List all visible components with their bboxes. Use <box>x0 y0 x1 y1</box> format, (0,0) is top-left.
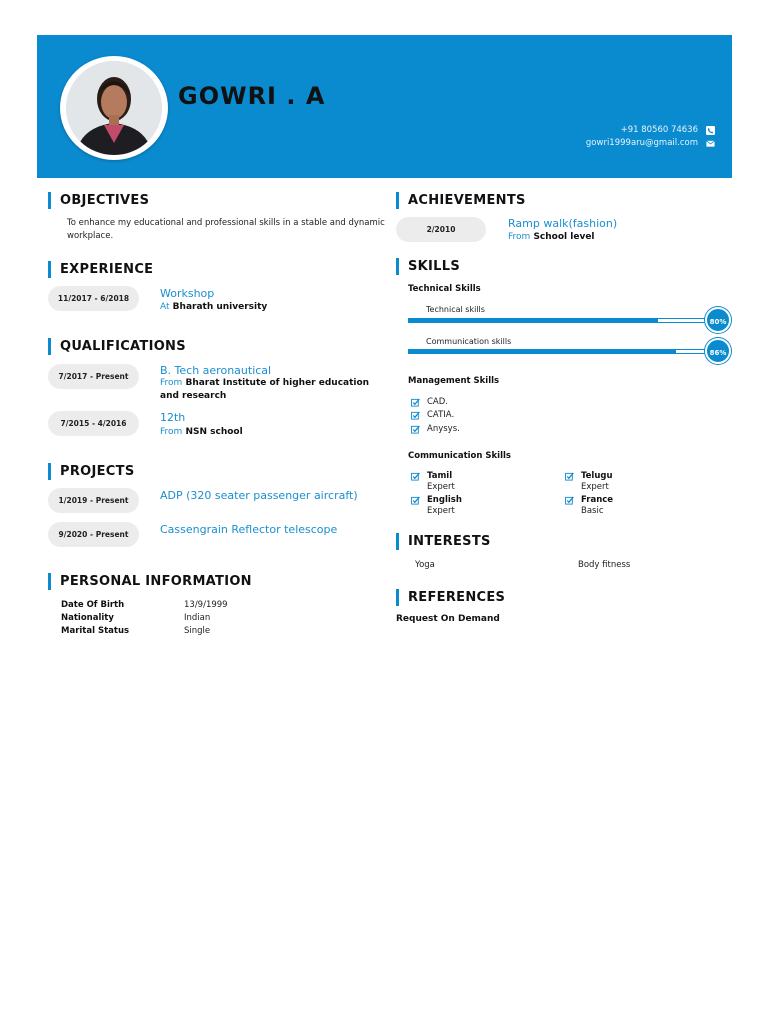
language-name: Telugu <box>581 471 613 481</box>
checkbox-icon <box>411 425 420 434</box>
qualification-dates-pill: 7/2017 - Present <box>48 364 139 389</box>
qualification-degree: B. Tech aeronautical <box>160 364 272 377</box>
checkbox-icon <box>411 411 420 420</box>
experience-heading: EXPERIENCE <box>48 261 153 278</box>
checkbox-icon <box>411 472 420 481</box>
management-skill: CATIA. <box>427 410 455 420</box>
projects-heading: PROJECTS <box>48 463 134 480</box>
phone-icon <box>706 126 715 135</box>
management-skill: Anysys. <box>427 424 460 434</box>
qualifications-heading: QUALIFICATIONS <box>48 338 186 355</box>
phone-number: +91 80560 74636 <box>620 125 698 135</box>
personal-label-dob: Date Of Birth <box>61 600 125 610</box>
experience-place-line <box>160 301 267 314</box>
checkbox-icon <box>411 398 420 407</box>
qualification-dates-pill: 7/2015 - 4/2016 <box>48 411 139 436</box>
technical-skills-heading: Technical Skills <box>408 284 481 294</box>
qualification-place-line <box>160 377 369 390</box>
skill-bar-label: Communication skills <box>426 337 512 346</box>
experience-role: Workshop <box>160 287 215 300</box>
personal-value-nationality: Indian <box>184 613 211 623</box>
personal-value-dob: 13/9/1999 <box>184 600 228 610</box>
candidate-name: GOWRI . A <box>178 82 326 110</box>
interest-item: Yoga <box>415 560 435 570</box>
language-level: Basic <box>581 506 604 516</box>
achievement-dates-pill: 2/2010 <box>396 217 486 242</box>
language-level: Expert <box>581 482 609 492</box>
objectives-text-line2: workplace. <box>67 231 114 241</box>
skill-percent-badge: 86% <box>705 338 731 364</box>
skill-bar-track <box>408 318 720 323</box>
skill-bar-label: Technical skills <box>426 305 485 314</box>
qualification-place-line <box>160 426 243 439</box>
email-contact <box>586 138 715 148</box>
language-level: Expert <box>427 482 455 492</box>
experience-dates-pill: 11/2017 - 6/2018 <box>48 286 139 311</box>
language-level: Expert <box>427 506 455 516</box>
achievement-place-line <box>508 231 595 244</box>
references-heading: REFERENCES <box>396 589 505 606</box>
qualification-from-label: From <box>160 378 183 388</box>
interests-heading: INTERESTS <box>396 533 491 550</box>
personal-label-marital: Marital Status <box>61 626 130 636</box>
checkbox-icon <box>565 472 574 481</box>
communication-skills-heading: Communication Skills <box>408 451 511 461</box>
envelope-icon <box>706 139 715 148</box>
checkbox-icon <box>565 496 574 505</box>
management-skills-heading: Management Skills <box>408 376 500 386</box>
project-name: Cassengrain Reflector telescope <box>160 523 338 536</box>
skill-percent-badge: 80% <box>705 307 731 333</box>
qualification-place: Bharat Institute of higher education <box>185 378 370 388</box>
personal-value-marital: Single <box>184 626 211 636</box>
phone-contact <box>621 125 715 135</box>
achievements-heading: ACHIEVEMENTS <box>396 192 526 209</box>
references-text: Request On Demand <box>396 614 500 624</box>
skill-bar-remainder <box>658 319 712 322</box>
language-name: Tamil <box>427 471 453 481</box>
checkbox-icon <box>411 496 420 505</box>
skills-heading: SKILLS <box>396 258 460 275</box>
language-name: France <box>581 495 614 505</box>
qualification-place: NSN school <box>185 427 243 437</box>
qualification-degree: 12th <box>160 411 186 424</box>
experience-at-label: At <box>160 302 170 312</box>
language-name: English <box>427 495 462 505</box>
objectives-text-line1: To enhance my educational and professional skills in a stable and dynamic <box>67 218 385 228</box>
project-dates-pill: 1/2019 - Present <box>48 488 139 513</box>
profile-photo-frame <box>60 56 168 160</box>
qualification-place-line2: and research <box>160 391 227 401</box>
management-skill: CAD. <box>427 397 448 407</box>
interest-item: Body fitness <box>578 560 631 570</box>
experience-place: Bharath university <box>172 302 268 312</box>
project-name: ADP (320 seater passenger aircraft) <box>160 489 358 502</box>
personal-label-nationality: Nationality <box>61 613 114 623</box>
project-dates-pill: 9/2020 - Present <box>48 522 139 547</box>
achievement-name: Ramp walk(fashion) <box>508 217 618 230</box>
achievement-place: School level <box>533 232 595 242</box>
achievement-from-label: From <box>508 232 531 242</box>
qualification-from-label: From <box>160 427 183 437</box>
email-address: gowri1999aru@gmail.com <box>585 138 698 148</box>
profile-photo <box>66 61 162 155</box>
skill-bar-track <box>408 349 720 354</box>
personal-info-heading: PERSONAL INFORMATION <box>48 573 252 590</box>
objectives-heading: OBJECTIVES <box>48 192 149 209</box>
